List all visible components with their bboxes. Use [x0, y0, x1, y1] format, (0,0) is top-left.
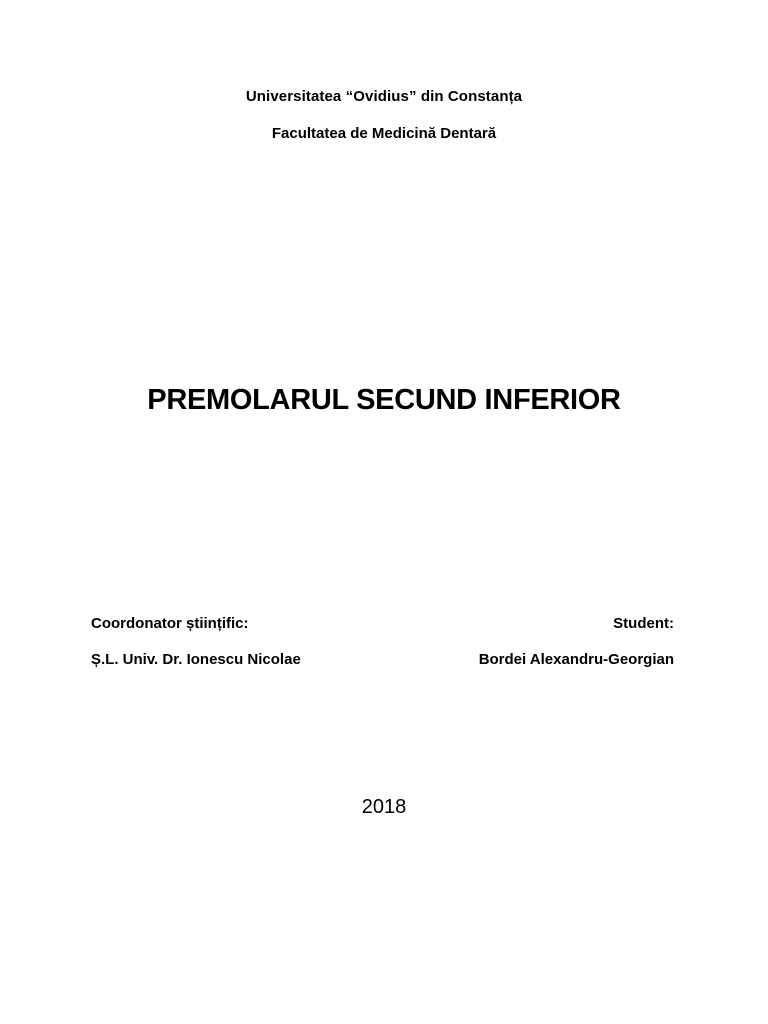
university-name: Universitatea “Ovidius” din Constanța — [245, 88, 523, 105]
faculty-name: Facultatea de Medicină Dentară — [271, 125, 497, 142]
document-title: PREMOLARUL SECUND INFERIOR — [147, 384, 621, 416]
coordinator-name: Ș.L. Univ. Dr. Ionescu Nicolae — [91, 651, 301, 668]
student-label: Student: — [613, 615, 674, 632]
student-name: Bordei Alexandru-Georgian — [478, 651, 674, 668]
coordinator-label: Coordonator științific: — [91, 615, 249, 632]
year: 2018 — [361, 796, 407, 818]
